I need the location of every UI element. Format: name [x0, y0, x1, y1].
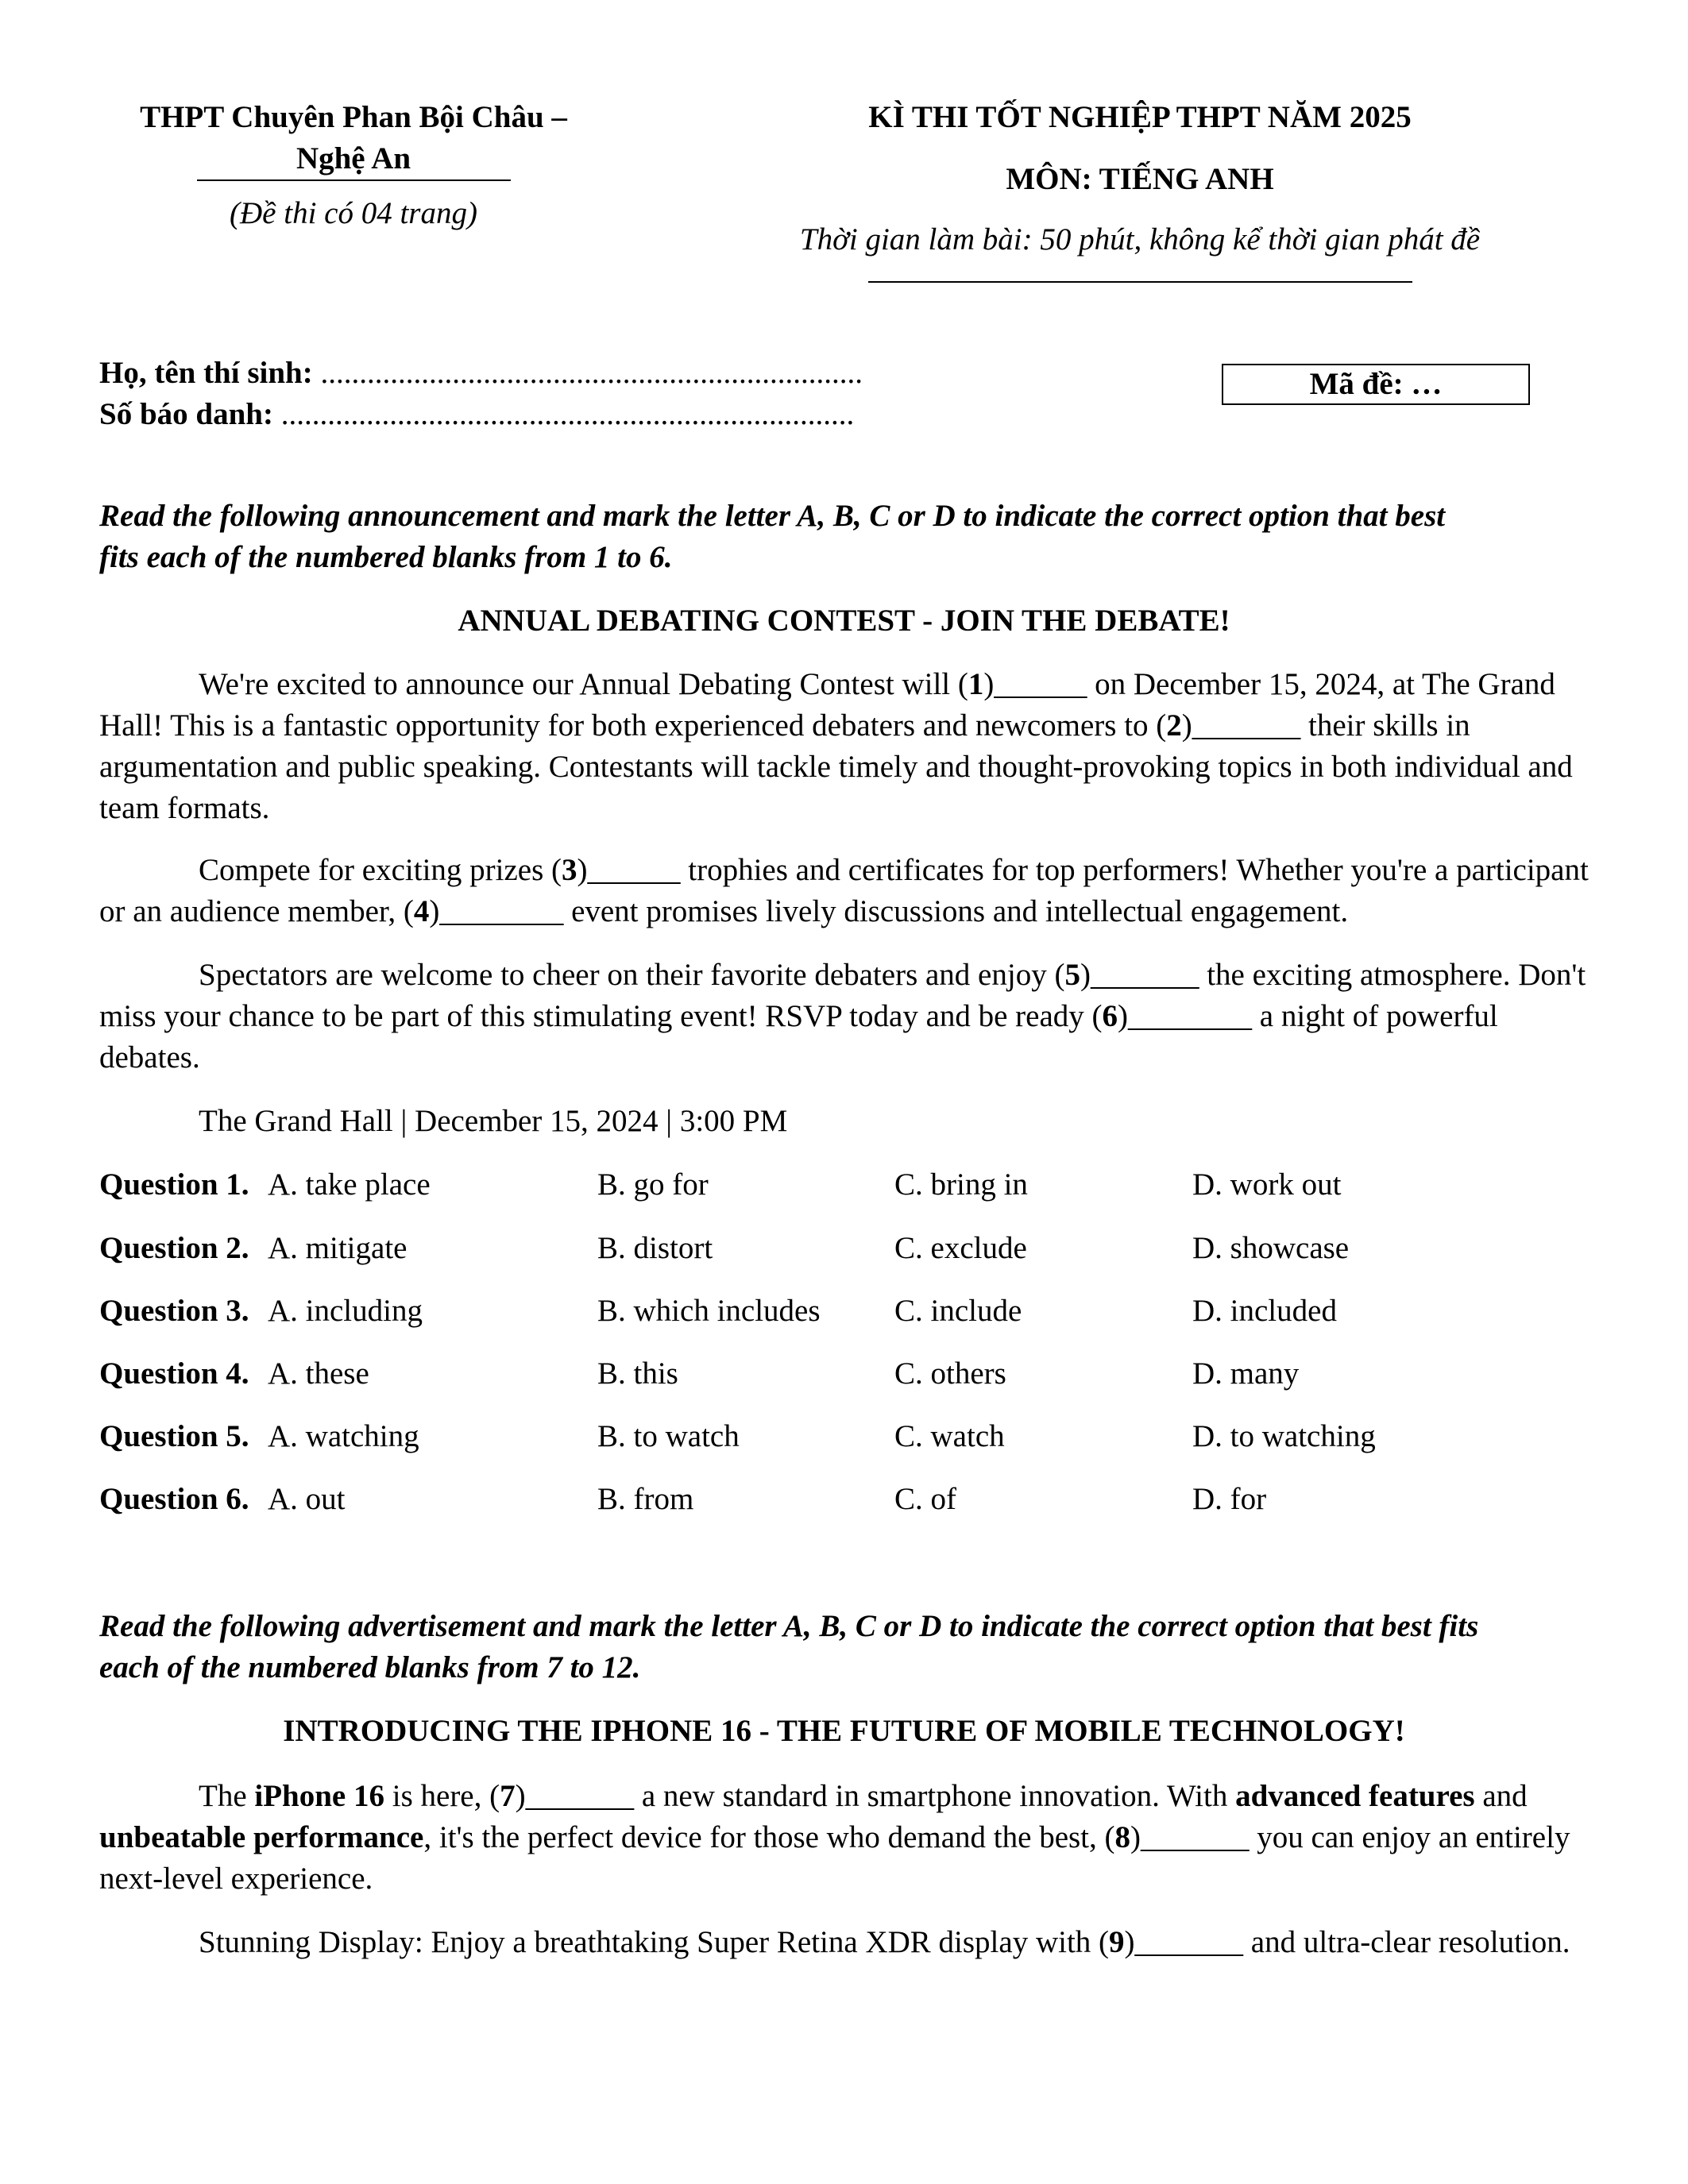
exam-header: [699, 97, 1581, 283]
option-b: B. from: [597, 1482, 694, 1516]
time-note: Thời gian làm bài: 50 phút, không kể thời gian phát đề: [799, 222, 1481, 257]
candidate-name-label: Họ, tên thí sinh:: [99, 356, 313, 390]
exam-subject: MÔN: TIẾNG ANH: [1006, 162, 1274, 196]
s1p3-text-b: )_______ the exciting atmosphere. Don't miss your chance to be part of this stimulating event! RSVP today and be ready (: [99, 958, 1586, 1033]
s2p2-text-b: )_______ and ultra-clear resolution.: [1124, 1925, 1570, 1959]
option-a: A. watching: [268, 1419, 419, 1453]
section1-instruction-line2: fits each of the numbered blanks from 1 to 6.: [99, 540, 673, 574]
blank-number-3: 3: [562, 853, 577, 887]
s2p2-text-a: Stunning Display: Enjoy a breathtaking Super Retina XDR display with (: [199, 1925, 1110, 1959]
school-name-line2: Nghệ An: [295, 141, 411, 176]
blank-number-6: 6: [1102, 999, 1118, 1033]
candidate-name-dots: ......................................................................: [312, 356, 863, 390]
school-header: [99, 97, 608, 234]
question-label: Question 3.: [99, 1294, 249, 1328]
option-c: C. exclude: [894, 1231, 1027, 1265]
question-row: [99, 1291, 1589, 1332]
school-name-line1: THPT Chuyên Phan Bội Châu –: [140, 100, 567, 134]
option-c: C. include: [894, 1294, 1022, 1328]
s2p1-text-f: )_______ you can enjoy an entirely next-level experience.: [99, 1820, 1570, 1896]
question-row: [99, 1416, 1589, 1457]
school-underline: [197, 179, 511, 181]
s1p1-text-a: We're excited to announce our Annual Debating Contest will (: [199, 667, 968, 701]
exam-code-box: Mã đề: …: [1222, 364, 1530, 405]
section1-title: ANNUAL DEBATING CONTEST - JOIN THE DEBATE!: [458, 604, 1230, 638]
candidate-info: [99, 353, 863, 435]
candidate-id-dots: ..........................................................................: [272, 397, 855, 431]
exam-title: KÌ THI TỐT NGHIỆP THPT NĂM 2025: [868, 100, 1412, 134]
option-d: D. included: [1192, 1294, 1337, 1328]
option-c: C. others: [894, 1356, 1006, 1391]
option-d: D. showcase: [1192, 1231, 1350, 1265]
option-a: A. out: [268, 1482, 346, 1516]
s1p1-text-b: )______ on December 15, 2024, at The Grand Hall! This is a fantastic opportunity for both experienced debaters and newcomers to (: [99, 667, 1555, 743]
event-info-line: [99, 1101, 1589, 1142]
section1-paragraph-3: [99, 955, 1589, 1078]
section1-paragraph-2: [99, 850, 1589, 932]
question-label: Question 4.: [99, 1356, 249, 1391]
blank-number-9: 9: [1109, 1925, 1125, 1959]
blank-number-2: 2: [1166, 708, 1182, 743]
s2p1-text-d: and: [1474, 1779, 1528, 1813]
s2p1-text-b: is here, (: [384, 1779, 500, 1813]
blank-number-4: 4: [413, 894, 430, 928]
s1p2-text-b: )______ trophies and certificates for top performers! Whether you're a participant or an audience member, (: [99, 853, 1589, 928]
s1p3-text-c: )________ a night of powerful debates.: [99, 999, 1498, 1075]
candidate-id-label: Số báo danh:: [99, 397, 273, 431]
blank-number-8: 8: [1114, 1820, 1131, 1854]
question-row: [99, 1353, 1589, 1395]
question-label: Question 2.: [99, 1231, 249, 1265]
option-a: A. including: [268, 1294, 423, 1328]
s2p1-text-c: )_______ a new standard in smartphone innovation. With: [515, 1779, 1236, 1813]
section1-paragraph-1: [99, 664, 1589, 829]
s1p2-text-a: Compete for exciting prizes (: [199, 853, 562, 887]
option-b: B. distort: [597, 1231, 713, 1265]
s1p2-text-c: )________ event promises lively discussions and intellectual engagement.: [429, 894, 1349, 928]
section2-paragraph-2: [99, 1922, 1589, 1963]
option-b: B. this: [597, 1356, 678, 1391]
option-d: D. many: [1192, 1356, 1300, 1391]
option-c: C. bring in: [894, 1167, 1028, 1202]
s2p1-bold-performance: unbeatable performance: [99, 1820, 424, 1854]
s1p3-text-a: Spectators are welcome to cheer on their favorite debaters and enjoy (: [199, 958, 1065, 992]
option-b: B. which includes: [597, 1294, 821, 1328]
section2-title: INTRODUCING THE IPHONE 16 - THE FUTURE OF MOBILE TECHNOLOGY!: [283, 1714, 1405, 1748]
option-a: A. mitigate: [268, 1231, 408, 1265]
blank-number-7: 7: [500, 1779, 516, 1813]
candidate-id-line: [99, 394, 863, 435]
question-row: [99, 1164, 1589, 1206]
option-a: A. these: [268, 1356, 369, 1391]
option-d: D. for: [1192, 1482, 1267, 1516]
s2p1-text-a: The: [199, 1779, 255, 1813]
question-label: Question 6.: [99, 1482, 249, 1516]
section1-instruction-line1: Read the following announcement and mark the letter A, B, C or D to indicate the correct option that best: [99, 499, 1446, 533]
option-d: D. work out: [1192, 1167, 1342, 1202]
s2p1-bold-product: iPhone 16: [254, 1779, 384, 1813]
event-info-text: The Grand Hall | December 15, 2024 | 3:00 PM: [199, 1104, 788, 1138]
option-b: B. go for: [597, 1167, 709, 1202]
s2p1-bold-features: advanced features: [1235, 1779, 1475, 1813]
option-c: C. of: [894, 1482, 956, 1516]
page-count-note: (Đề thi có 04 trang): [230, 196, 477, 230]
blank-number-1: 1: [968, 667, 984, 701]
section2-instruction: [99, 1606, 1589, 1688]
section2-instruction-line1: Read the following advertisement and mark the letter A, B, C or D to indicate the correct option that best fits: [99, 1609, 1479, 1643]
section1-instruction: [99, 496, 1589, 578]
candidate-name-line: [99, 353, 863, 394]
option-c: C. watch: [894, 1419, 1005, 1453]
option-b: B. to watch: [597, 1419, 740, 1453]
exam-page: [99, 0, 1589, 2184]
s2p1-text-e: , it's the perfect device for those who demand the best, (: [423, 1820, 1115, 1854]
section2-paragraph-1: [99, 1776, 1589, 1900]
exam-header-underline: [868, 281, 1412, 283]
section2-instruction-line2: each of the numbered blanks from 7 to 12.: [99, 1650, 641, 1684]
question-row: [99, 1479, 1589, 1520]
option-d: D. to watching: [1192, 1419, 1376, 1453]
option-a: A. take place: [268, 1167, 431, 1202]
question-row: [99, 1228, 1589, 1269]
question-label: Question 1.: [99, 1167, 249, 1202]
s1p1-text-c: )_______ their skills in argumentation and public speaking. Contestants will tackle timely and thought-provoking topics in both individual and team formats.: [99, 708, 1573, 825]
blank-number-5: 5: [1064, 958, 1080, 992]
question-label: Question 5.: [99, 1419, 249, 1453]
